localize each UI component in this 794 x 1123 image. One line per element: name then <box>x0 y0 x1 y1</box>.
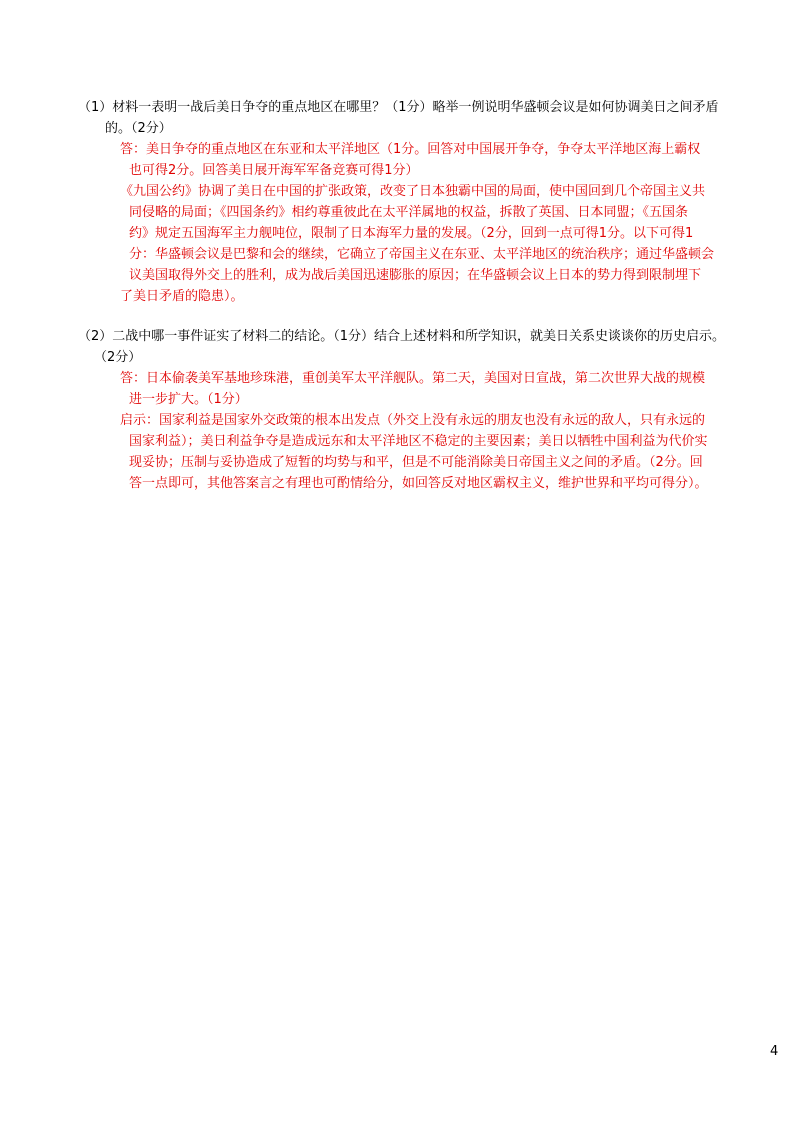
question-1-line-2: 的。（2分） <box>105 121 172 136</box>
answer-1 <box>120 139 740 307</box>
answer-1-line: 同侵略的局面；《四国条约》相约尊重彼此在太平洋属地的权益，拆散了英国、日本同盟；《五国条 <box>129 205 689 220</box>
answer-2-line: 现妥协；压制与妥协造成了短暂的均势与和平，但是不可能消除美日帝国主义之间的矛盾。（2分。回 <box>129 455 703 470</box>
answer-1-line: 答：美日争夺的重点地区在东亚和太平洋地区（1分。回答对中国展开争夺，争夺太平洋地区海上霸权 <box>120 142 701 157</box>
answer-2-line: 启示：国家利益是国家外交政策的根本出发点（外交上没有永远的朋友也没有永远的敌人，只有永远的 <box>120 413 706 428</box>
page-number: 4 <box>770 1044 779 1059</box>
answer-1-line: 分：华盛顿会议是巴黎和会的继续，它确立了帝国主义在东亚、太平洋地区的统治秩序；通过华盛顿会 <box>129 247 715 262</box>
question-2-line-1: （2）二战中哪一事件证实了材料二的结论。（1分）结合上述材料和所学知识，就美日关系史谈谈你的历史启示。 <box>78 329 726 344</box>
question-2 <box>78 326 738 368</box>
answer-2-line: 答：日本偷袭美军基地珍珠港，重创美军太平洋舰队。第二天，美国对日宣战，第二次世界大战的规模 <box>120 371 706 386</box>
answer-2-line: 国家利益）；美日利益争夺是造成远东和太平洋地区不稳定的主要因素；美日以牺牲中国利益为代价实 <box>129 434 708 449</box>
answer-2-line: 答一点即可，其他答案言之有理也可酌情给分，如回答反对地区霸权主义，维护世界和平均可得分）。 <box>129 476 708 491</box>
question-1-line-1: （1）材料一表明一战后美日争夺的重点地区在哪里？（1分）略举一例说明华盛顿会议是如何协调美日之间矛盾 <box>78 100 719 115</box>
answer-2 <box>120 368 740 494</box>
answer-1-line: 《九国公约》协调了美日在中国的扩张政策，改变了日本独霸中国的局面，使中国回到几个帝国主义共 <box>120 184 706 199</box>
answer-1-line: 议美国取得外交上的胜利，成为战后美国迅速膨胀的原因；在华盛顿会议上日本的势力得到限制埋下 <box>129 268 702 283</box>
question-2-line-2: （2分） <box>94 350 142 365</box>
answer-1-line: 也可得2分。回答美日展开海军军备竞赛可得1分） <box>129 163 419 178</box>
question-1 <box>78 97 738 139</box>
answer-2-line: 进一步扩大。（1分） <box>129 392 248 407</box>
answer-1-line: 约》规定五国海军主力舰吨位，限制了日本海军力量的发展。（2分，回到一点可得1分。以下可得1 <box>129 226 694 241</box>
answer-1-line: 了美日矛盾的隐患）。 <box>120 289 244 304</box>
